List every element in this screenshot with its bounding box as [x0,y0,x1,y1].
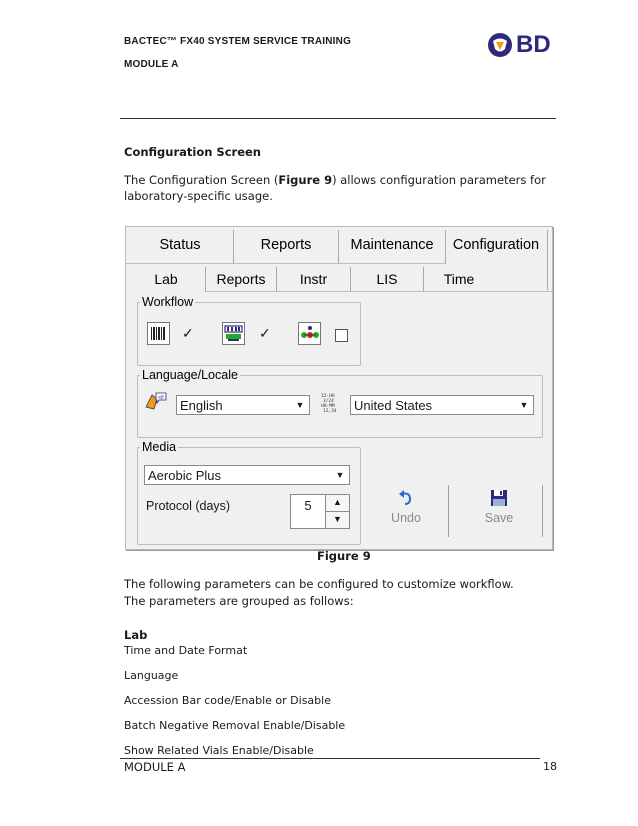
save-label: Save [484,511,514,525]
svg-text:αβ: αβ [158,395,164,401]
workflow-label: Workflow [142,295,194,309]
language-locale-label: Language/Locale [142,368,238,382]
svg-text:12,34: 12,34 [323,409,337,413]
subtab-time[interactable]: Time [443,270,475,287]
language-select[interactable] [176,395,310,415]
media-select[interactable] [144,465,350,485]
section-intro [124,172,554,204]
configuration-screen [125,226,553,550]
barcode-checkbox[interactable]: ✓ [182,325,194,341]
vials-checkbox[interactable] [335,329,348,342]
intro-line2: laboratory-specific usage. [124,189,273,203]
tab-divider [547,230,548,290]
barcode-icon [147,322,170,345]
doc-header-title: BACTEC™ FX40 SYSTEM SERVICE TRAINING [124,36,352,47]
protocol-label: Protocol (days) [146,499,231,513]
tab-status[interactable]: Status [159,237,201,253]
figure-caption: Figure 9 [317,549,371,563]
country-select[interactable] [350,395,534,415]
rack-icon [222,322,245,345]
footer-module: MODULE A [124,760,186,774]
button-divider [448,485,449,537]
subtab-lab[interactable]: Lab [154,270,178,287]
tab-reports[interactable]: Reports [260,237,312,253]
subtab-reports[interactable]: Reports [216,270,266,287]
svg-text:HH·MM: HH·MM [321,404,335,409]
intro-pre: The Configuration Screen ( [124,173,279,187]
page-number: 18 [543,760,557,773]
tab-configuration[interactable]: Configuration [452,237,540,253]
intro-figure-ref: Figure 9 [278,173,333,187]
protocol-days-input[interactable]: 5 [290,494,326,529]
subtab-lis[interactable]: LIS [376,270,398,287]
lab-heading: Lab [124,628,148,642]
media-label: Media [142,440,177,454]
chevron-down-icon[interactable]: ▼ [295,400,305,410]
undo-label: Undo [391,511,421,525]
language-icon [144,391,168,411]
button-divider [542,485,543,537]
body-line-2: The parameters are grouped as follows: [124,594,354,608]
lab-item: Time and Date Format [124,644,248,657]
lab-item: Accession Bar code/Enable or Disable [124,694,331,707]
undo-icon [366,489,446,511]
chevron-down-icon[interactable]: ▼ [335,470,345,480]
lab-item: Language [124,669,179,682]
language-value: English [180,397,223,413]
bd-logo-icon [487,32,513,58]
bd-logo-text: BD [516,31,551,58]
increment-button[interactable]: ▲ [325,494,350,512]
intro-post: ) allows configuration parameters for [332,173,546,187]
svg-text:12·HH: 12·HH [321,394,335,399]
tab-row-divider [126,263,446,264]
media-value: Aerobic Plus [148,467,221,483]
save-icon [459,489,539,511]
lab-item: Batch Negative Removal Enable/Disable [124,719,346,732]
subtab-instr[interactable]: Instr [299,270,328,287]
header-rule [120,118,556,119]
country-value: United States [354,397,433,413]
body-line-1: The following parameters can be configured to customize workflow. [124,577,514,591]
tab-maintenance[interactable]: Maintenance [350,237,434,253]
lab-item: Show Related Vials Enable/Disable [124,744,314,757]
decrement-button[interactable]: ▼ [325,511,350,529]
save-button[interactable] [459,489,539,537]
svg-text:3/24: 3/24 [323,399,334,404]
rack-checkbox[interactable]: ✓ [259,325,271,341]
section-heading: Configuration Screen [124,145,261,159]
vials-icon [298,322,321,345]
subtab-underline [206,291,552,292]
workflow-group [137,302,361,366]
doc-header-module: MODULE A [124,59,179,70]
locale-icon [320,391,342,413]
undo-button[interactable] [366,489,446,537]
chevron-down-icon[interactable]: ▼ [519,400,529,410]
